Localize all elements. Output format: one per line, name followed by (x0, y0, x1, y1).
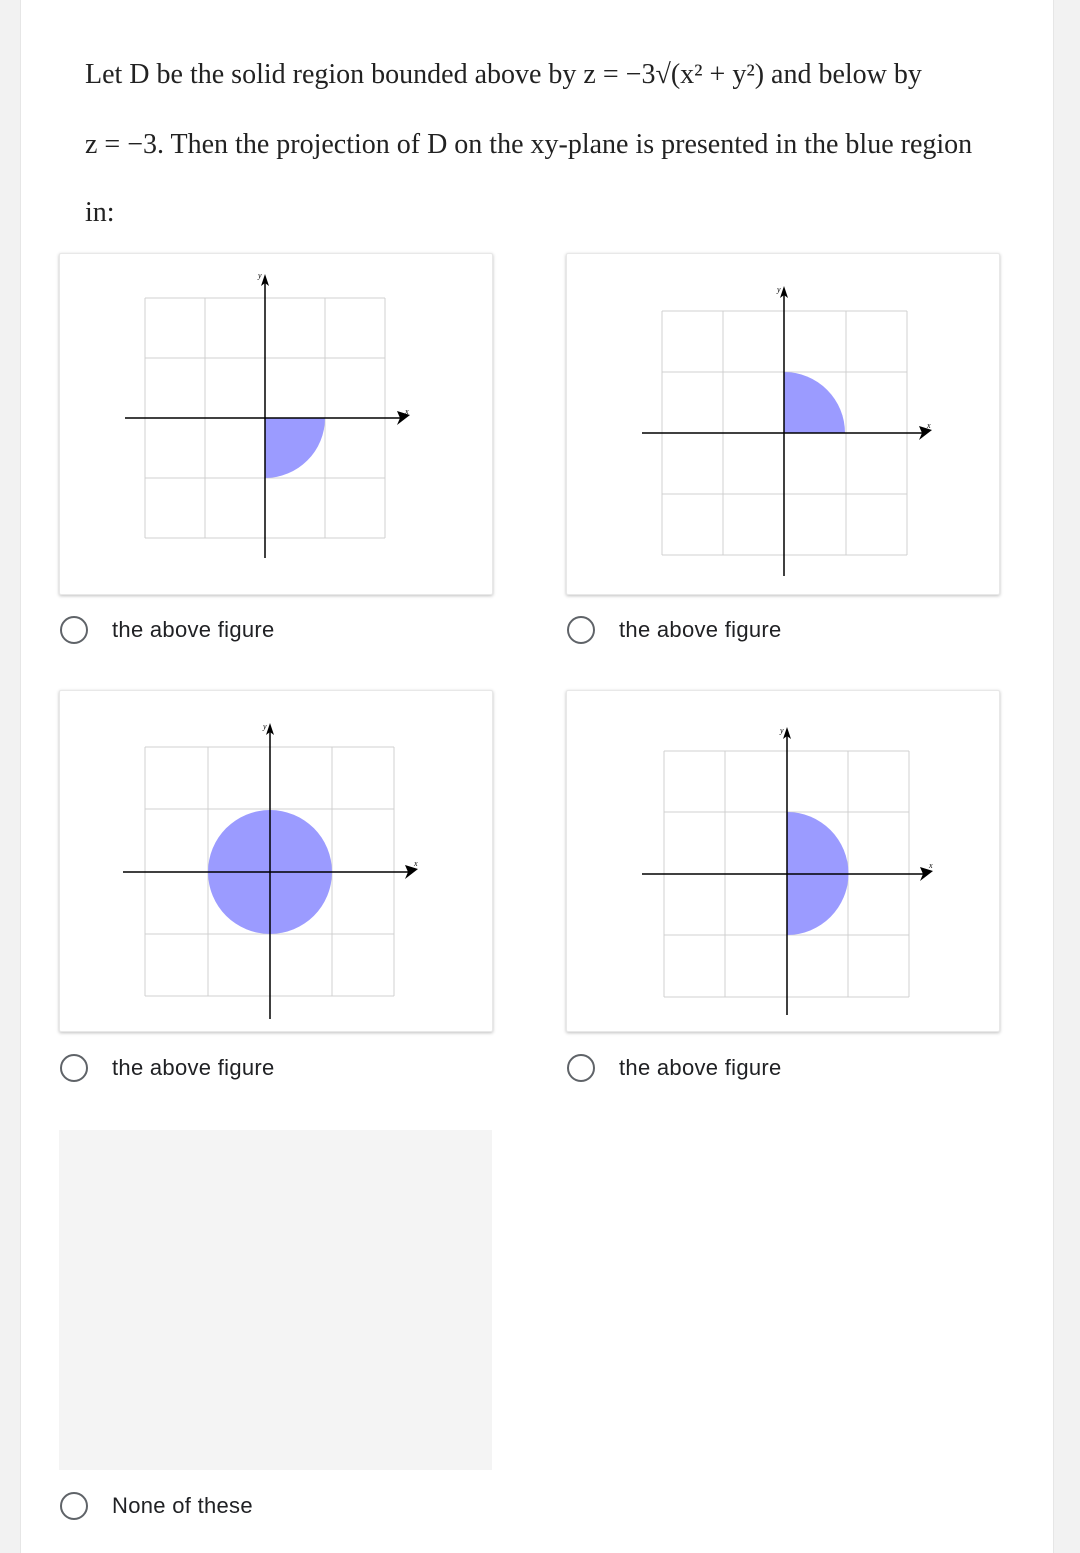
option-4-figure (566, 690, 1000, 1032)
svg-text:y: y (263, 722, 267, 731)
radio-button[interactable] (567, 616, 595, 644)
svg-text:y: y (777, 285, 781, 294)
option-5-label: None of these (112, 1493, 253, 1518)
radio-button[interactable] (60, 1492, 88, 1520)
option-3-label: the above figure (112, 1055, 275, 1080)
svg-text:x: x (927, 421, 931, 430)
radio-button[interactable] (567, 1054, 595, 1082)
radio-button[interactable] (60, 1054, 88, 1082)
option-5[interactable] (60, 1492, 253, 1520)
option-1[interactable] (60, 616, 275, 644)
option-4-label: the above figure (619, 1055, 782, 1080)
svg-text:x: x (414, 859, 418, 868)
question-line-1: Let D be the solid region bounded above by z = −3√(x² + y²) and below by (85, 59, 922, 90)
option-4[interactable] (567, 1054, 782, 1082)
option-3-figure (59, 690, 493, 1032)
option-2-figure (566, 253, 1000, 595)
question-text (85, 40, 1015, 228)
question-line-2: z = −3. Then the projection of D on the xy-plane is presented in the blue region (85, 129, 973, 160)
question-line-3: in: (85, 197, 115, 228)
svg-text:x: x (929, 861, 933, 870)
svg-text:y: y (780, 726, 784, 735)
option-1-figure (59, 253, 493, 595)
option-2[interactable] (567, 616, 782, 644)
radio-button[interactable] (60, 616, 88, 644)
svg-text:y: y (258, 271, 262, 280)
option-2-label: the above figure (619, 617, 782, 642)
option-5-image-placeholder (59, 1130, 492, 1470)
option-1-label: the above figure (112, 617, 275, 642)
option-3[interactable] (60, 1054, 275, 1082)
svg-text:x: x (405, 407, 409, 416)
region-fill (784, 372, 845, 433)
region-fill (265, 418, 325, 478)
